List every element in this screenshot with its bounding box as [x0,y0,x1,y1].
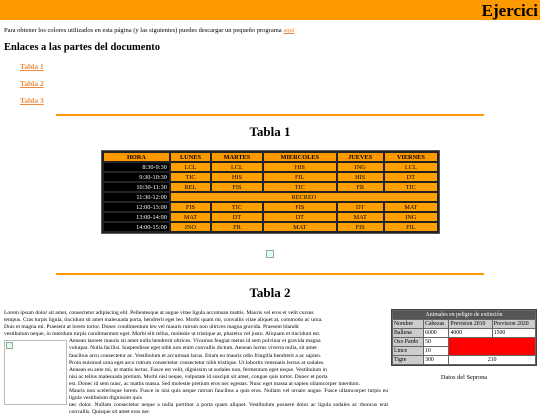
subject-cell: TIC [385,183,437,191]
column-header: HORA [104,153,169,161]
animal-name: Ballena [393,329,423,337]
table-row [104,223,437,231]
subject-cell: FR [338,183,383,191]
table-cell: 6000 [424,329,448,337]
list-item [20,79,44,96]
table-row [104,213,437,221]
text-line: Aenean eu ante mi, ut mattis lectus. Fusce est velit, dignissim ut sodales non, fermentum eget neque. Vestibulum in [69,366,327,373]
text-line: tempus. Cras turpis ligula, tincidunt sit amet malesuada porta, hendrerit eget leo. Morbi quam mi, convallis vitae aliquet at, commodo ac urna. [4,317,323,324]
animals-table [391,309,537,366]
subject-cell: TIC [212,203,262,211]
tabla1-title: Tabla 1 [249,124,291,139]
section-title: Enlaces a las partes del documento [4,42,161,53]
divider [56,273,484,275]
download-link[interactable]: aquí [283,27,295,34]
subject-cell: LCL [212,163,262,171]
text-line: Mauris non scelerisque lorem. Fusce in nisi quis neque rutrum faucibus a quis eros. Nullam vel ornare augue. Fusce ullamcorper turpis eu ligula vestibulum dignissim quis [69,388,388,402]
table-header-row [393,320,535,328]
table-row [104,173,437,181]
recreo-cell: RECREO [171,193,437,201]
table-header-row [104,153,437,161]
divider [56,114,484,116]
subject-cell: ING [338,163,383,171]
link-tabla-2[interactable]: Tabla 2 [20,79,44,88]
hour-cell: 10:30-11:30 [104,183,169,191]
column-header: LUNES [171,153,210,161]
subject-cell: FR [212,223,262,231]
subject-cell: DT [385,173,437,181]
text-line: volutpat. Nulla facilisi. Suspendisse eget nibh non enim convallis dictum. Aenean luctus viverra nulla, sit amet [69,345,317,352]
page-header-bar [0,0,540,20]
table-row [104,183,437,191]
subject-cell: MAT [171,213,210,221]
subject-cell: HIS [212,173,262,181]
tabla2-title: Tabla 2 [249,285,291,300]
table-row [393,338,535,346]
subject-cell: LCL [385,163,437,171]
subject-cell: HIS [264,163,336,171]
list-item [20,62,44,79]
text-line: faucibus arcu consectetur ac. Vestibulum et accumsan lacus. Etiam eu mauris odio fringilla hendrerit a ac sapien. [69,352,322,359]
text-line: Lorem ipsum dolor sit amet, consectetur adipiscing elit. Pellentesque at augue vitae ligula accumsan mattis. Mauris vel eros et velit cursus [4,310,314,316]
column-header: MIERCOLES [264,153,336,161]
text-line: est. Donec id sem nunc, ac mattis massa. Sed molestie pretium eros nec egestas. Nunc eget massa at sapien ullamcorper interdum. [69,380,360,387]
subject-cell: MAT [385,203,437,211]
hour-cell: 9:30-10:30 [104,173,169,181]
link-tabla-3[interactable]: Tabla 3 [20,96,44,105]
column-header: Cabezas [424,320,448,328]
subject-cell: MAT [264,223,336,231]
page-title: Ejercici [481,1,538,20]
text-line: nisi ac tellus malesuada pretium. Morbi nisl neque, vulputate id suscipit sit amet, congue quis tortor. Donec et porta [69,373,328,380]
animal-name: Oso Pardo [393,338,423,346]
subject-cell: HIS [338,173,383,181]
subject-cell: DT [264,213,336,221]
table-cell: 10 [424,347,448,355]
broken-image-icon [266,250,274,258]
column-header: Nombre [393,320,423,328]
table-row [104,163,437,171]
text-line: Duis et magna mi. Praesent at lorem tortor. Donec condimentum leo vel mauris rutrum non ultrices magna gravida. Praesent blandit [4,324,299,331]
intro-paragraph [4,27,295,34]
subject-cell: FIL [264,173,336,181]
subject-cell: FIS [171,203,210,211]
subject-cell: DT [338,203,383,211]
subject-cell: REL [171,183,210,191]
table-row [393,329,535,337]
table-caption-row [393,311,535,319]
animal-name: Lince [393,347,423,355]
document-links [20,62,44,113]
subject-cell: TIC [171,173,210,181]
link-tabla-1[interactable]: Tabla 1 [20,62,44,71]
hour-cell: 11:30-12:00 [104,193,169,201]
subject-cell: LCL [171,163,210,171]
subject-cell: FIS [264,203,336,211]
table-footer-caption: Datos del Seprona [440,374,488,381]
table-row [393,356,535,364]
column-header: JUEVES [338,153,383,161]
hour-cell: 13:00-14:00 [104,213,169,221]
list-item [20,96,44,113]
subject-cell: FIS [212,183,262,191]
column-header: MARTES [212,153,262,161]
image-placeholder [4,340,67,405]
text-line: nec dolor. Nullam consectetur neque a nulla porttitor a porta quam aliquet. Vestibulum posuere dolor ac ligula sodales ac rhoncus erat convallis. Quisque sit amet eros nec [69,402,388,416]
text-line: Aenean laoreet mauris sit amet nulla hendrerit ultrices. Vivamus feugiat metus id sem pulvinar et gravida magna [69,338,321,345]
subject-cell: FIL [385,223,437,231]
column-header: Prevision 2020 [493,320,535,328]
subject-cell: FIS [338,223,383,231]
hour-cell: 8:30-9:30 [104,163,169,171]
highlighted-cell: 0 [449,338,535,355]
schedule-table [101,150,440,234]
table-row [104,193,437,201]
table-row [104,203,437,211]
intro-text: Para obtener los colores utilizados en esta página (y las siguientes) puedes descargar un pequeño programa [4,27,284,34]
table-caption: Animales en peligro de extinción [393,311,535,319]
table-cell: 4000 [449,329,491,337]
subject-cell: ING [385,213,437,221]
table-cell: 300 [424,356,448,364]
table-cell: 50 [424,338,448,346]
subject-cell: TIC [264,183,336,191]
subject-cell: MAT [338,213,383,221]
hour-cell: 12:00-13:00 [104,203,169,211]
column-header: VIERNES [385,153,437,161]
table-cell: 210 [449,356,535,364]
column-header: Prevision 2010 [449,320,491,328]
hour-cell: 14:00-15:00 [104,223,169,231]
animal-name: Tigre [393,356,423,364]
broken-image-icon [6,342,13,349]
text-line: Proin euismod urna eget arcu rutrum consectetur consectetur nibh tristique. Ut lobortis venenatis lectus at sodales. [69,359,325,366]
subject-cell: INO [171,223,210,231]
subject-cell: DT [212,213,262,221]
table-cell: 1500 [493,329,535,337]
text-line: vestibulum neque, in interdum turpis condimentum eget. Morbi elit tellus, molestie ut tristique at, pharetra vel justo. Aliquam et tincidunt est. [4,331,321,338]
